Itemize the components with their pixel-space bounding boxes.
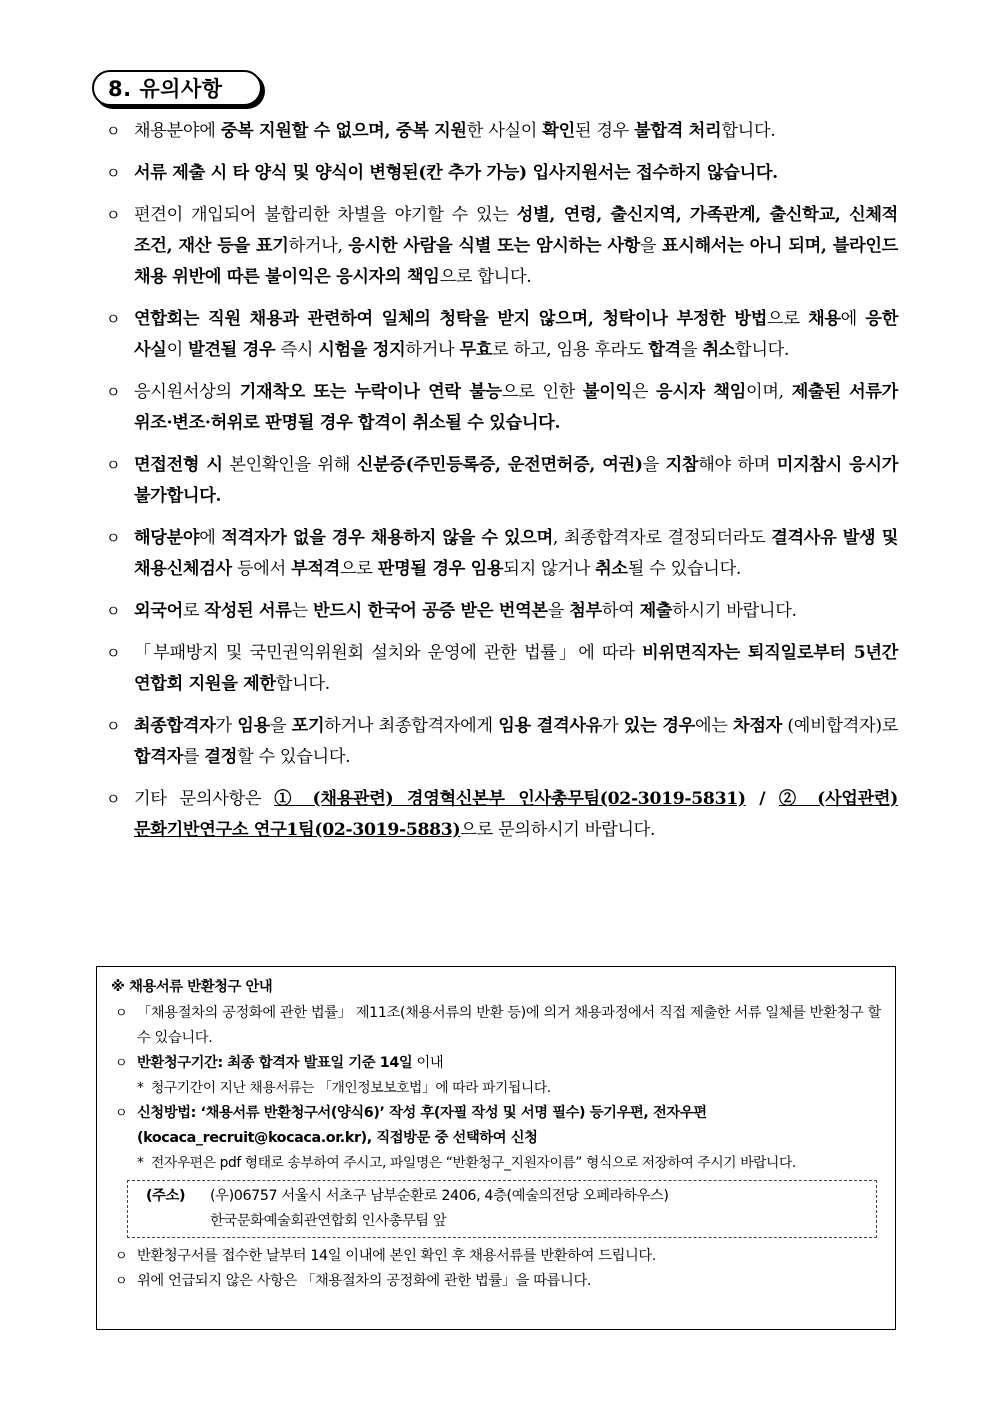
note-item	[106, 200, 898, 293]
emphasis-text: 서류 제출 시 타 양식 및 양식이 변형된(칸 추가 가능) 입사지원서는 접수하지 않습니다.	[134, 163, 778, 183]
note-text: 으로 문의하시기 바랍니다.	[460, 820, 656, 840]
emphasis-text: 외국어	[134, 601, 183, 621]
emphasis-text: 불이익	[582, 382, 632, 402]
bullet-icon: ㅇ	[106, 164, 121, 182]
note-text: 이	[166, 340, 189, 360]
note-text: 응시원서상의	[134, 382, 240, 402]
bullet-icon: ㅇ	[115, 1056, 128, 1071]
emphasis-text: 응시한 사람을 식별 또는 암시하는 사항	[348, 236, 640, 256]
note-text: 을	[642, 455, 666, 475]
bullet-icon: ㅇ	[106, 206, 121, 224]
emphasis-text: 연합회는 직원 채용과 관련하여 일체의 청탁을 받지 않으며, 청탁이나 부정한 방법	[134, 309, 768, 329]
emphasis-text: ① (채용관련) 경영혁신본부 인사총무팀(02-3019-5831)	[274, 789, 746, 809]
notice-subnote	[111, 1076, 885, 1101]
emphasis-text: 부적격	[291, 559, 340, 579]
bullet-icon: ㅇ	[106, 717, 121, 735]
emphasis-text: 응시자 책임	[656, 382, 747, 402]
note-text: 가	[215, 716, 238, 736]
note-text: 「부패방지 및 국민권익위원회 설치와 운영에 관한 법률」에 따라	[134, 643, 643, 663]
address-line: (우)06757 서울시 서초구 남부순환로 2406, 4층(예술의전당 오페라하우스)	[210, 1188, 669, 1204]
note-item	[106, 304, 898, 366]
emphasis-text: 임용	[237, 716, 270, 736]
note-item	[106, 638, 898, 700]
emphasis-text: 불합격 처리	[634, 121, 722, 141]
emphasis-text: 제출	[639, 601, 673, 621]
emphasis-text: 있는 경우	[623, 716, 695, 736]
emphasis-text: 최종합격자	[134, 716, 216, 736]
bullet-icon: ㅇ	[106, 529, 121, 547]
note-item	[106, 116, 898, 147]
note-item	[106, 596, 898, 627]
bullet-icon: ㅇ	[106, 790, 121, 808]
emphasis-text: 비위면직자는 퇴직일로부터 5년간 연합회 지원을 제한	[134, 643, 898, 694]
emphasis-text: 표시해서는 아니 되며, 블라인드 채용 위반에 따른 불이익은 응시자의 책임	[134, 236, 898, 287]
bullet-icon: ㅇ	[115, 1274, 128, 1289]
emphasis-text: 미지참시 응시가 불가합니다.	[134, 455, 899, 506]
note-item	[106, 450, 898, 512]
address-label: (주소)	[146, 1188, 186, 1204]
emphasis-text: 해당분야	[134, 528, 200, 548]
notice-item	[111, 1001, 885, 1051]
emphasis-text: 기재착오 또는 누락이나 연락 불능	[239, 382, 502, 402]
note-item	[106, 523, 898, 585]
emphasis-text: 차점자	[733, 716, 782, 736]
notice-line: 반환청구서를 접수한 날부터 14일 이내에 본인 확인 후 채용서류를 반환하여 드립니다.	[137, 1248, 656, 1264]
note-text: 에	[840, 309, 866, 329]
emphasis-text: 확인	[542, 121, 575, 141]
emphasis-text: 지참	[665, 455, 699, 475]
note-text: 할 수 있습니다.	[237, 747, 351, 767]
notes-list	[106, 116, 898, 857]
document-return-notice	[96, 966, 896, 1330]
emphasis-text: ② (사업관련) 문화기반연구소 연구1팀(02-3019-5883)	[134, 789, 898, 840]
emphasis-text: /	[745, 789, 779, 809]
bullet-icon: ㅇ	[106, 383, 121, 401]
emphasis-text: 결격사유 발생 및 채용신체검사	[134, 528, 899, 579]
note-text: 한 사실이	[466, 121, 543, 141]
note-text: 가	[602, 716, 624, 736]
address-line: 한국문화예술회관연합회 인사총무팀 앞	[210, 1213, 447, 1229]
emphasis-text: 포기	[291, 716, 325, 736]
note-text: 은	[631, 382, 657, 402]
note-text: , 최종합격자로 결정되더라도	[552, 528, 772, 548]
note-text: 하시기 바랍니다.	[672, 601, 797, 621]
notice-item	[111, 1051, 885, 1076]
notice-line: 이내	[412, 1055, 444, 1071]
note-item	[106, 784, 898, 846]
note-item	[106, 158, 898, 189]
note-text: (예비합격자)로	[781, 716, 899, 736]
note-text: 을	[680, 340, 703, 360]
bullet-icon: ㅇ	[106, 456, 121, 474]
asterisk-icon: *	[137, 1080, 144, 1096]
note-text: 합니다.	[735, 340, 790, 360]
subnote-text: 전자우편은 pdf 형태로 송부하여 주시고, 파일명은 “반환청구_지원자이름” 형식으로 저장하여 주시기 바랍니다.	[151, 1155, 796, 1171]
emphasis-text: 신분증(주민등록증, 운전면허증, 여권)	[356, 455, 643, 475]
note-text: 즉시	[275, 340, 319, 360]
note-text: 기타 문의사항은	[134, 789, 275, 809]
notice-line-bold: 신청방법: ‘채용서류 반환청구서(양식6)’ 작성 후(자필 작성 및 서명 필수) 등기우편, 전자우편 (kocaca_recruit@kocaca.or.kr), 직접방문 중 선택하여 신청	[137, 1105, 707, 1146]
note-text: 를	[182, 747, 205, 767]
emphasis-text: 합격자	[134, 747, 183, 767]
emphasis-text: 성별, 연령, 출신지역, 가족관계, 출신학교, 신체적 조건, 재산 등을 표기	[134, 205, 898, 256]
note-item	[106, 711, 898, 773]
emphasis-text: 판명될 경우 임용	[377, 559, 504, 579]
section-title: 8. 유의사항	[108, 77, 223, 101]
note-text: 해야 하며	[698, 455, 777, 475]
emphasis-text: 시험을 정지	[318, 340, 406, 360]
emphasis-text: 첨부	[569, 601, 602, 621]
emphasis-text: 취소	[595, 559, 628, 579]
note-text: 으로	[340, 559, 378, 579]
note-text: 하여	[601, 601, 640, 621]
note-text: 을	[639, 236, 662, 256]
notice-line: 위에 언급되지 않은 사항은 「채용절차의 공정화에 관한 법률」을 따릅니다.	[137, 1273, 592, 1289]
note-text: 될 수 있습니다.	[627, 559, 742, 579]
note-text: 으로	[767, 309, 809, 329]
bullet-icon: ㅇ	[106, 644, 121, 662]
note-text: 되지 않거나	[503, 559, 596, 579]
note-text: 채용분야에	[134, 121, 221, 141]
notice-line: 「채용절차의 공정화에 관한 법률」 제11조(채용서류의 반환 등)에 의거 채용과정에서 직접 제출한 서류 일체를 반환청구 할 수 있습니다.	[137, 1005, 881, 1046]
note-text: 된 경우	[574, 121, 635, 141]
emphasis-text: 적격자가 없을 경우 채용하지 않을 수 있으며	[221, 528, 553, 548]
bullet-icon: ㅇ	[106, 122, 121, 140]
note-text: 으로 합니다.	[439, 267, 532, 287]
note-item	[106, 377, 898, 439]
notice-item	[111, 1101, 885, 1151]
note-text: 로 하고, 임용 후라도	[492, 340, 649, 360]
note-text: 편견이 개입되어 불합리한 차별을 야기할 수 있는	[134, 205, 517, 225]
note-text: 합니다.	[721, 121, 776, 141]
emphasis-text: 작성된 서류	[204, 601, 292, 621]
notice-line-bold: 반환청구기간: 최종 합격자 발표일 기준 14일	[137, 1055, 413, 1071]
bullet-icon: ㅇ	[115, 1006, 128, 1021]
note-text: 이며,	[746, 382, 792, 402]
emphasis-text: 제출된 서류가 위조·변조·허위로 판명될 경우 합격이 취소될 수 있습니다.	[134, 382, 898, 433]
emphasis-text: 중복 지원할 수 없으며, 중복 지원	[220, 121, 467, 141]
note-text: 을	[547, 601, 570, 621]
asterisk-icon: *	[137, 1155, 144, 1171]
note-text: 는	[291, 601, 314, 621]
notice-item	[111, 1244, 885, 1269]
bullet-icon: ㅇ	[115, 1249, 128, 1264]
emphasis-text: 취소	[702, 340, 736, 360]
note-text: 에는	[694, 716, 734, 736]
address-box	[127, 1180, 877, 1238]
emphasis-text: 무효	[459, 340, 493, 360]
section-title-box	[92, 70, 262, 106]
notice-item	[111, 1269, 885, 1294]
subnote-text: 청구기간이 지난 채용서류는 「개인정보보호법」에 따라 파기됩니다.	[151, 1080, 551, 1096]
note-text: 을	[269, 716, 292, 736]
notice-title: ※ 채용서류 반환청구 안내	[111, 979, 273, 995]
bullet-icon: ㅇ	[106, 602, 121, 620]
emphasis-text: 결정	[204, 747, 237, 767]
emphasis-text: 합격	[648, 340, 681, 360]
emphasis-text: 채용	[808, 309, 841, 329]
note-text: 등에서	[231, 559, 292, 579]
note-text: 로	[182, 601, 205, 621]
note-text: 하거나,	[288, 236, 349, 256]
note-text: 본인확인을 위해	[222, 455, 357, 475]
note-text: 하거나	[405, 340, 460, 360]
emphasis-text: 면접전형 시	[134, 455, 223, 475]
note-text: 합니다.	[275, 674, 330, 694]
emphasis-text: 반드시 한국어 공증 받은 번역본	[313, 601, 548, 621]
note-text: 하거나 최종합격자에게	[324, 716, 499, 736]
bullet-icon: ㅇ	[106, 310, 121, 328]
note-text: 으로 인한	[501, 382, 583, 402]
note-text: 에	[199, 528, 222, 548]
emphasis-text: 발견될 경우	[188, 340, 276, 360]
emphasis-text: 임용 결격사유	[498, 716, 603, 736]
bullet-icon: ㅇ	[115, 1106, 128, 1121]
notice-subnote	[111, 1151, 885, 1176]
emphasis-text: 응한 사실	[134, 309, 898, 360]
